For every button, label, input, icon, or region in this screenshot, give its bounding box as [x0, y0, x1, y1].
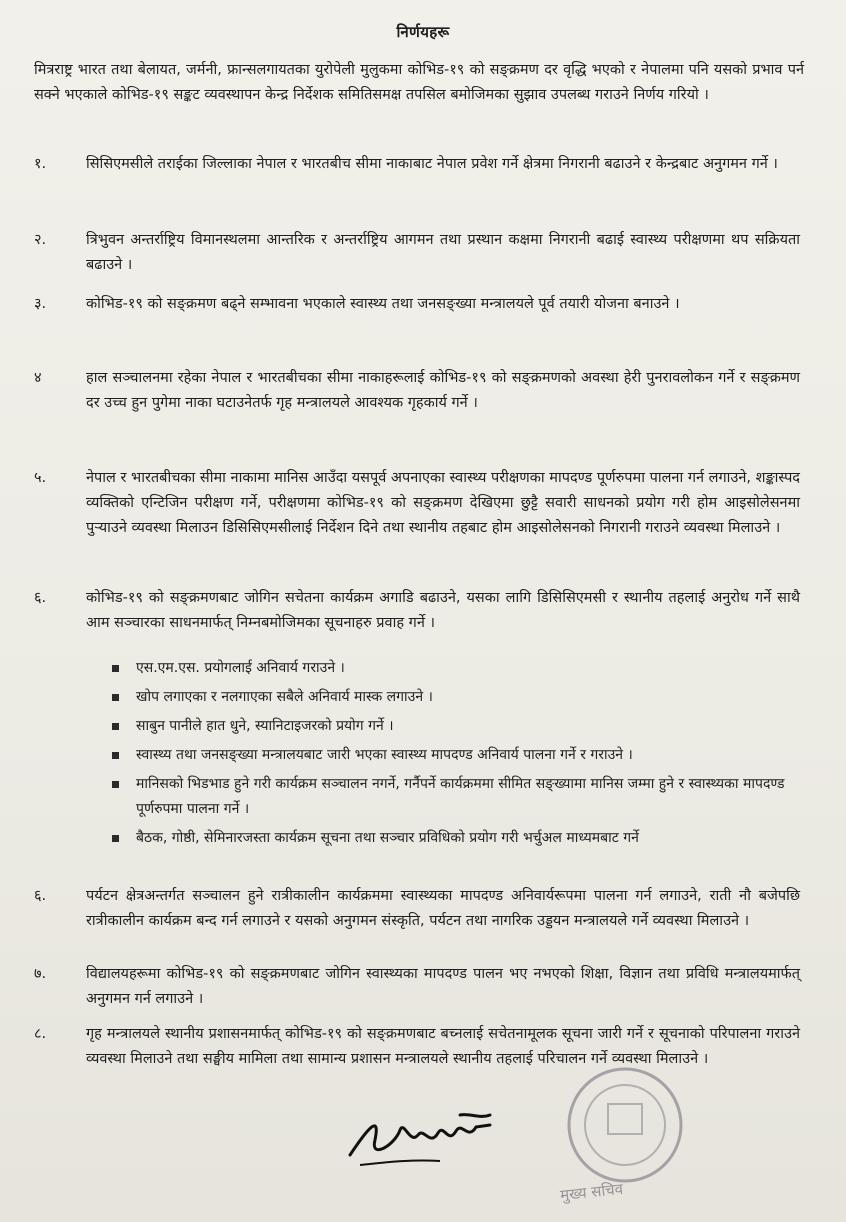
list-item	[110, 772, 810, 822]
list-item	[110, 685, 810, 710]
item-number: ८.	[34, 1026, 47, 1042]
signature	[340, 1085, 520, 1175]
item-text: सिसिएमसीले तराईका जिल्लाका नेपाल र भारतबीच सीमा नाकाबाट नेपाल प्रवेश गर्ने क्षेत्रमा निगरानी बढाउने र केन्द्रबाट अनुगमन गर्ने ।	[86, 156, 778, 172]
item-number: ४	[34, 370, 42, 386]
item-number: ६.	[34, 888, 47, 904]
bullet-icon	[112, 665, 119, 672]
item-number: ७.	[34, 966, 47, 982]
page-title: निर्णयहरू	[396, 23, 450, 41]
list-item	[110, 743, 810, 768]
item-text: विद्यालयहरूमा कोभिड-१९ को सङ्क्रमणबाट जोगिन स्वास्थ्यका मापदण्ड पालन भए नभएको शिक्षा, विज्ञान तथा प्रविधि मन्त्रालयमार्फत् अनुगमन गर्न लगाउने ।	[86, 966, 800, 1007]
item-text: हाल सञ्चालनमा रहेका नेपाल र भारतबीचका सीमा नाकाहरूलाई कोभिड-१९ को सङ्क्रमणको अवस्था हेरी पुनरावलोकन गर्ने र सङ्क्रमण दर उच्च हुन पुगेमा नाका घटाउनेतर्फ गृह मन्त्रालयले आवश्यक गृहकार्य गर्ने ।	[86, 370, 800, 411]
list-item	[110, 656, 810, 681]
bullet-text: खोप लगाएका र नलगाएका सबैले अनिवार्य मास्क लगाउने ।	[136, 689, 433, 705]
item-number: ३.	[34, 296, 47, 312]
bullet-list	[110, 656, 810, 855]
bullet-text: स्वास्थ्य तथा जनसङ्ख्या मन्त्रालयबाट जारी भएका स्वास्थ्य मापदण्ड अनिवार्य पालना गर्ने र गराउने ।	[136, 747, 633, 763]
intro-paragraph: मित्रराष्ट्र भारत तथा बेलायत, जर्मनी, फ्रान्सलगायतका युरोपेली मुलुकमा कोभिड-१९ को सङ्क्रमण दर वृद्धि भएको र नेपालमा पनि यसको प्रभाव पर्न सक्ने भएकाले कोभिड-१९ सङ्कट व्यवस्थापन केन्द्र निर्देशक समितिसमक्ष तपसिल बमोजिमका सुझाव उपलब्ध गराउने निर्णय गरियो ।	[34, 62, 804, 103]
item-number: ५.	[34, 470, 47, 486]
item-text: कोभिड-१९ को सङ्क्रमणबाट जोगिन सचेतना कार्यक्रम अगाडि बढाउने, यसका लागि डिसिसिएमसी र स्थानीय तहलाई अनुरोध गर्ने साथै आम सञ्चारका साधनमार्फत् निम्नबमोजिमका सूचनाहरु प्रवाह गर्ने ।	[86, 590, 800, 631]
item-number: १.	[34, 156, 47, 172]
list-item	[110, 826, 810, 851]
signatory-caption: मुख्य सचिव	[559, 1179, 624, 1205]
bullet-text: बैठक, गोष्ठी, सेमिनारजस्ता कार्यक्रम सूचना तथा सञ्चार प्रविधिको प्रयोग गरी भर्चुअल माध्यमबाट गर्ने	[136, 830, 639, 846]
item-text: नेपाल र भारतबीचका सीमा नाकामा मानिस आउँदा यसपूर्व अपनाएका स्वास्थ्य परीक्षणका मापदण्ड पूर्णरुपमा पालना गर्न लगाउने, शङ्कास्पद व्यक्तिको एन्टिजिन परीक्षण गर्ने, परीक्षणमा कोभिड-१९ को सङ्क्रमण देखिएमा छुट्टै सवारी साधनको प्रयोग गरी होम आइसोलेसनमा पुऱ्याउने व्यवस्था मिलाउन डिसिसिएमसीलाई निर्देशन दिने तथा स्थानीय तहबाट होम आइसोलेसनको निगरानी गराउने व्यवस्था मिलाउने ।	[86, 470, 800, 536]
item-text: कोभिड-१९ को सङ्क्रमण बढ्ने सम्भावना भएकाले स्वास्थ्य तथा जनसङ्ख्या मन्त्रालयले पूर्व तयारी योजना बनाउने ।	[86, 296, 680, 312]
bullet-icon	[112, 723, 119, 730]
bullet-icon	[112, 835, 119, 842]
item-text: पर्यटन क्षेत्रअन्तर्गत सञ्चालन हुने रात्रीकालीन कार्यक्रममा स्वास्थ्यका मापदण्ड अनिवार्यरूपमा पालना गर्न लगाउने, राती नौ बजेपछि रात्रीकालीन कार्यक्रम बन्द गर्न लगाउने र यसको अनुगमन संस्कृति, पर्यटन तथा नागरिक उड्डयन मन्त्रालयले गर्ने व्यवस्था मिलाउने ।	[86, 888, 800, 929]
bullet-icon	[112, 694, 119, 701]
bullet-text: साबुन पानीले हात धुने, स्यानिटाइजरको प्रयोग गर्ने ।	[136, 718, 394, 734]
list-item	[110, 714, 810, 739]
item-number: २.	[34, 232, 47, 248]
bullet-text: एस.एम.एस. प्रयोगलाई अनिवार्य गराउने ।	[136, 660, 345, 676]
item-number: ६.	[34, 590, 47, 606]
item-text: त्रिभुवन अन्तर्राष्ट्रिय विमानस्थलमा आन्तरिक र अन्तर्राष्ट्रिय आगमन तथा प्रस्थान कक्षमा निगरानी बढाई स्वास्थ्य परीक्षणमा थप सक्रियता बढाउने ।	[86, 232, 800, 273]
item-text: गृह मन्त्रालयले स्थानीय प्रशासनमार्फत् कोभिड-१९ को सङ्क्रमणबाट बच्नलाई सचेतनामूलक सूचना जारी गर्ने र सूचनाको परिपालना गराउने व्यवस्था मिलाउने तथा सङ्घीय मामिला तथा सामान्य प्रशासन मन्त्रालयले स्थानीय तहलाई परिचालन गर्ने व्यवस्था मिलाउने ।	[86, 1026, 800, 1067]
official-stamp	[560, 1060, 690, 1190]
bullet-icon	[112, 752, 119, 759]
bullet-text: मानिसको भिडभाड हुने गरी कार्यक्रम सञ्चालन नगर्ने, गर्नैपर्ने कार्यक्रममा सीमित सङ्ख्यामा मानिस जम्मा हुने र स्वास्थ्यका मापदण्ड पूर्णरुपमा पालना गर्ने ।	[136, 776, 785, 817]
bullet-icon	[112, 781, 119, 788]
